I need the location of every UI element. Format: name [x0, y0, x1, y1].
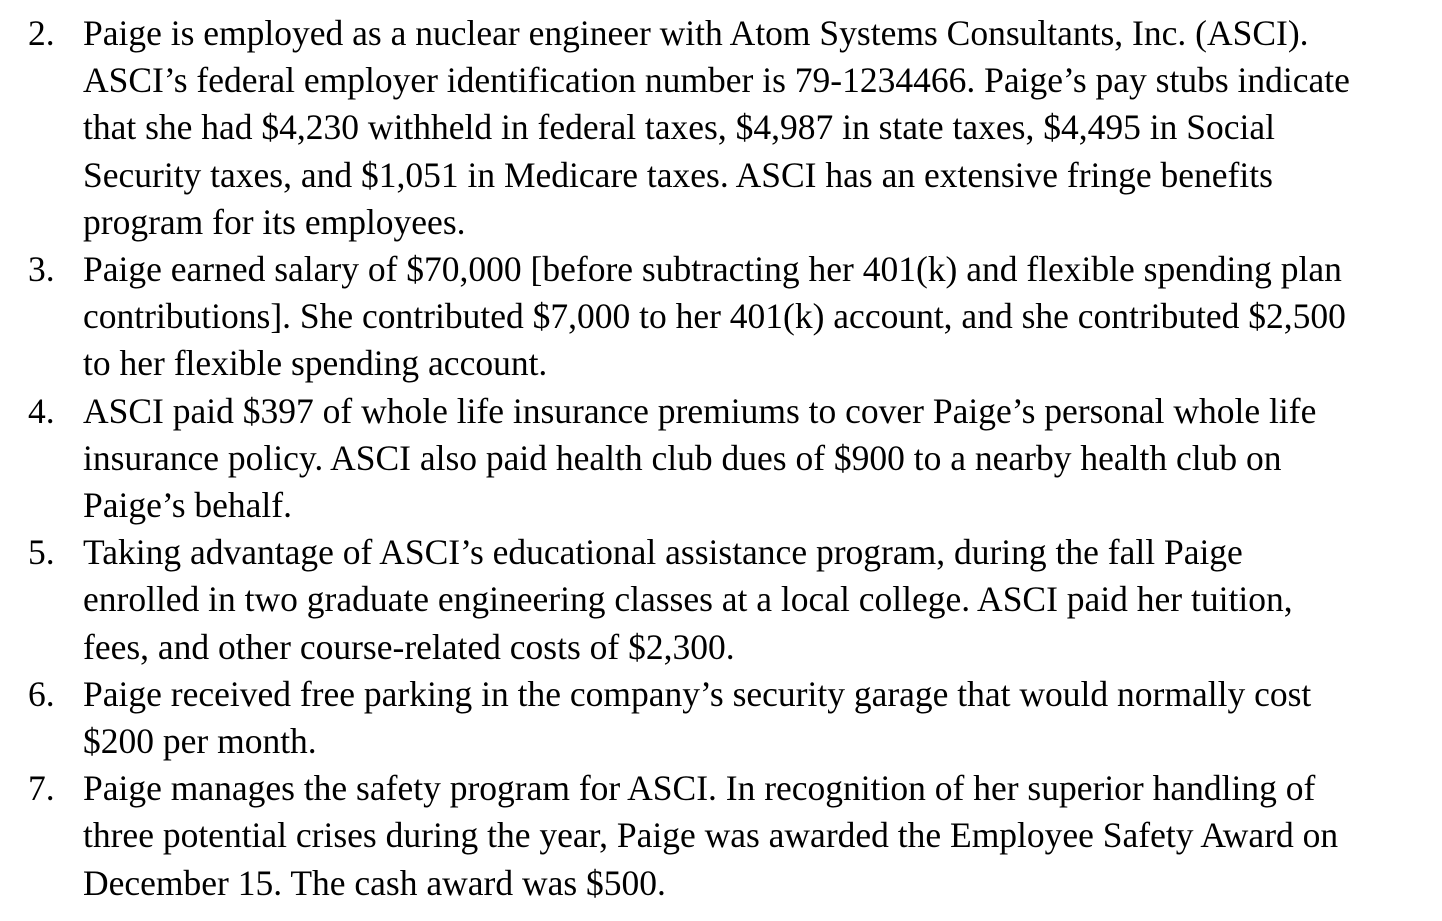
- list-item: [0, 246, 1442, 388]
- item-text-line: to her flexible spending account.: [83, 343, 548, 384]
- item-number: 4.: [28, 390, 55, 431]
- item-text-line: that she had $4,230 withheld in federal taxes, $4,987 in state taxes, $4,495 in Social: [83, 107, 1275, 148]
- item-text-line: $200 per month.: [83, 721, 317, 762]
- list-item: [0, 388, 1442, 530]
- item-number: 6.: [28, 673, 55, 714]
- list-item: [0, 529, 1442, 671]
- list-item: [0, 10, 1442, 246]
- item-text-line: Paige earned salary of $70,000 [before subtracting her 401(k) and flexible spending plan: [83, 249, 1342, 290]
- item-number: 5.: [28, 532, 55, 573]
- item-number: 7.: [28, 768, 55, 809]
- item-text-line: contributions]. She contributed $7,000 to her 401(k) account, and she contributed $2,500: [83, 296, 1346, 337]
- list-item: [0, 671, 1442, 765]
- item-text-line: Paige is employed as a nuclear engineer with Atom Systems Consultants, Inc. (ASCI).: [83, 13, 1309, 53]
- item-text-line: December 15. The cash award was $500.: [83, 862, 666, 903]
- item-number: 2.: [28, 13, 55, 53]
- item-text-line: Paige’s behalf.: [83, 485, 292, 526]
- item-text-line: Paige received free parking in the company’s security garage that would normally cost: [83, 673, 1312, 714]
- numbered-list: [0, 10, 1442, 907]
- item-text-line: fees, and other course-related costs of $2,300.: [83, 626, 735, 667]
- item-text-line: program for its employees.: [83, 201, 466, 242]
- item-text-line: ASCI’s federal employer identification number is 79-1234466. Paige’s pay stubs indicate: [83, 60, 1350, 101]
- item-text-line: ASCI paid $397 of whole life insurance premiums to cover Paige’s personal whole life: [83, 390, 1317, 431]
- list-item: [0, 765, 1442, 907]
- item-text-line: Taking advantage of ASCI’s educational assistance program, during the fall Paige: [83, 532, 1243, 573]
- item-text-line: three potential crises during the year, Paige was awarded the Employee Safety Award on: [83, 815, 1339, 856]
- item-number: 3.: [28, 249, 55, 290]
- item-text-line: Paige manages the safety program for ASCI. In recognition of her superior handling of: [83, 768, 1316, 809]
- item-text-line: insurance policy. ASCI also paid health club dues of $900 to a nearby health club on: [83, 437, 1282, 478]
- item-text-line: enrolled in two graduate engineering classes at a local college. ASCI paid her tuition,: [83, 579, 1293, 620]
- item-text-line: Security taxes, and $1,051 in Medicare taxes. ASCI has an extensive fringe benefits: [83, 154, 1273, 195]
